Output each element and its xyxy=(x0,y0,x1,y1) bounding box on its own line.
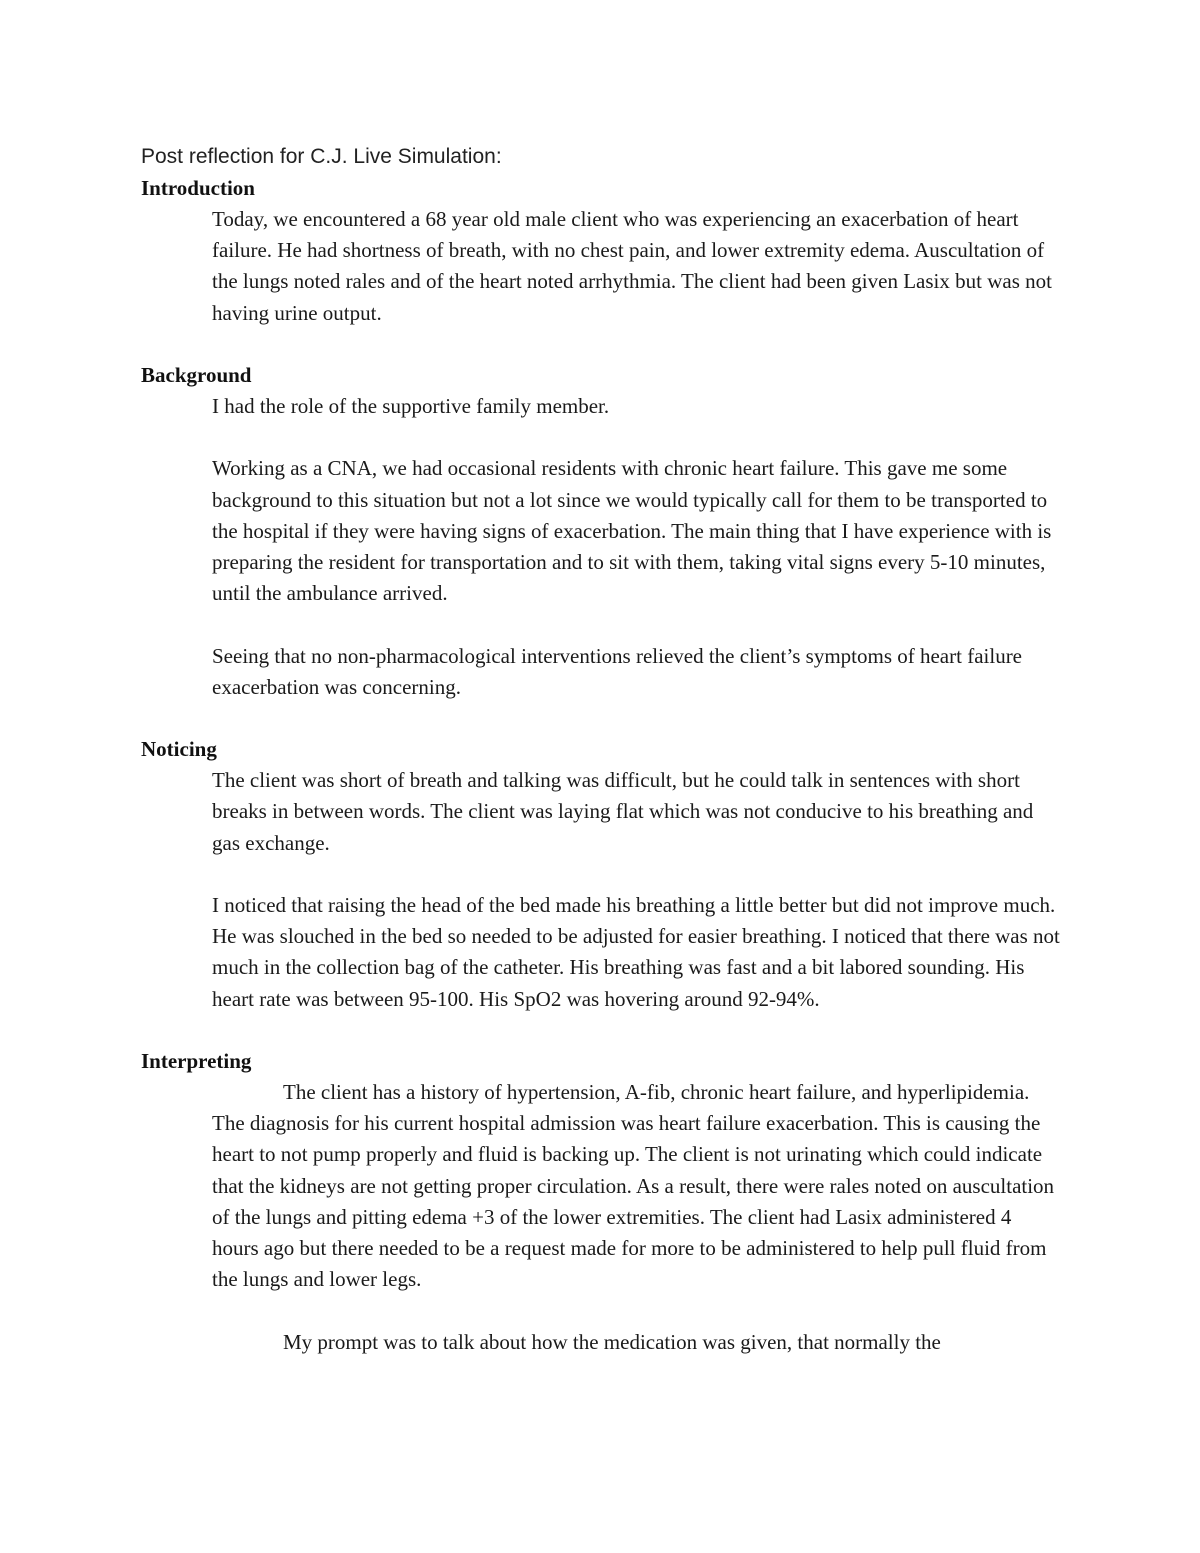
document-title: Post reflection for C.J. Live Simulation: xyxy=(141,145,502,168)
paragraph: Working as a CNA, we had occasional residents with chronic heart failure. This gave me some background to this situation but not a lot since we would typically call for them to be transported to the hospital if they were having signs of exacerbation. The main thing that I have experience with is preparing the resident for transportation and to sit with them, taking vital signs every 5-10 minutes, until the ambulance arrived. xyxy=(212,456,1052,606)
section-body-interpreting xyxy=(212,1077,1061,1358)
paragraph-spacer xyxy=(141,1015,1061,1046)
section-heading-background: Background xyxy=(141,363,252,387)
paragraph: I noticed that raising the head of the bed made his breathing a little better but did not improve much. He was slouched in the bed so needed to be adjusted for easier breathing. I noticed that there was not much in the collection bag of the catheter. His breathing was fast and a bit labored sounding. His heart rate was between 95-100. His SpO2 was hovering around 92-94%. xyxy=(212,892,1060,1011)
paragraph: Today, we encountered a 68 year old male client who was experiencing an exacerbation of heart failure. He had shortness of breath, with no chest pain, and lower extremity edema. Auscultation of the lungs noted rales and of the heart noted arrhythmia. The client had been given Lasix but was not having urine output. xyxy=(212,207,1052,325)
paragraph-spacer xyxy=(212,609,1061,640)
document-content xyxy=(141,143,1061,1358)
paragraph-spacer xyxy=(212,422,1061,453)
paragraph-spacer xyxy=(141,329,1061,360)
section-heading-interpreting: Interpreting xyxy=(141,1048,252,1073)
paragraph-spacer xyxy=(212,1295,1061,1326)
section-body-introduction xyxy=(212,204,1061,329)
paragraph-spacer xyxy=(141,703,1061,734)
paragraph: The client has a history of hypertension, A-fib, chronic heart failure, and hyperlipidemia. The diagnosis for his current hospital admission was heart failure exacerbation. This is causing the heart to not pump properly and fluid is backing up. The client is not urinating which could indicate that the kidneys are not getting proper circulation. As a result, there were rales noted on auscultation of the lungs and pitting edema +3 of the lower extremities. The client had Lasix administered 4 hours ago but there needed to be a request made for more to be administered to help pull fluid from the lungs and lower legs. xyxy=(212,1079,1055,1292)
paragraph: I had the role of the supportive family member. xyxy=(212,394,610,418)
paragraph: My prompt was to talk about how the medication was given, that normally the xyxy=(283,1329,941,1354)
section-body-background xyxy=(212,391,1061,703)
paragraph-spacer xyxy=(212,859,1061,890)
paragraph: The client was short of breath and talking was difficult, but he could talk in sentences with short breaks in between words. The client was laying flat which was not conducive to his breathing and gas exchange. xyxy=(212,768,1034,855)
section-heading-introduction: Introduction xyxy=(141,176,255,200)
paragraph: Seeing that no non-pharmacological interventions relieved the client’s symptoms of heart failure exacerbation was concerning. xyxy=(212,643,1023,699)
section-heading-noticing: Noticing xyxy=(141,737,217,762)
section-body-noticing xyxy=(212,765,1061,1015)
